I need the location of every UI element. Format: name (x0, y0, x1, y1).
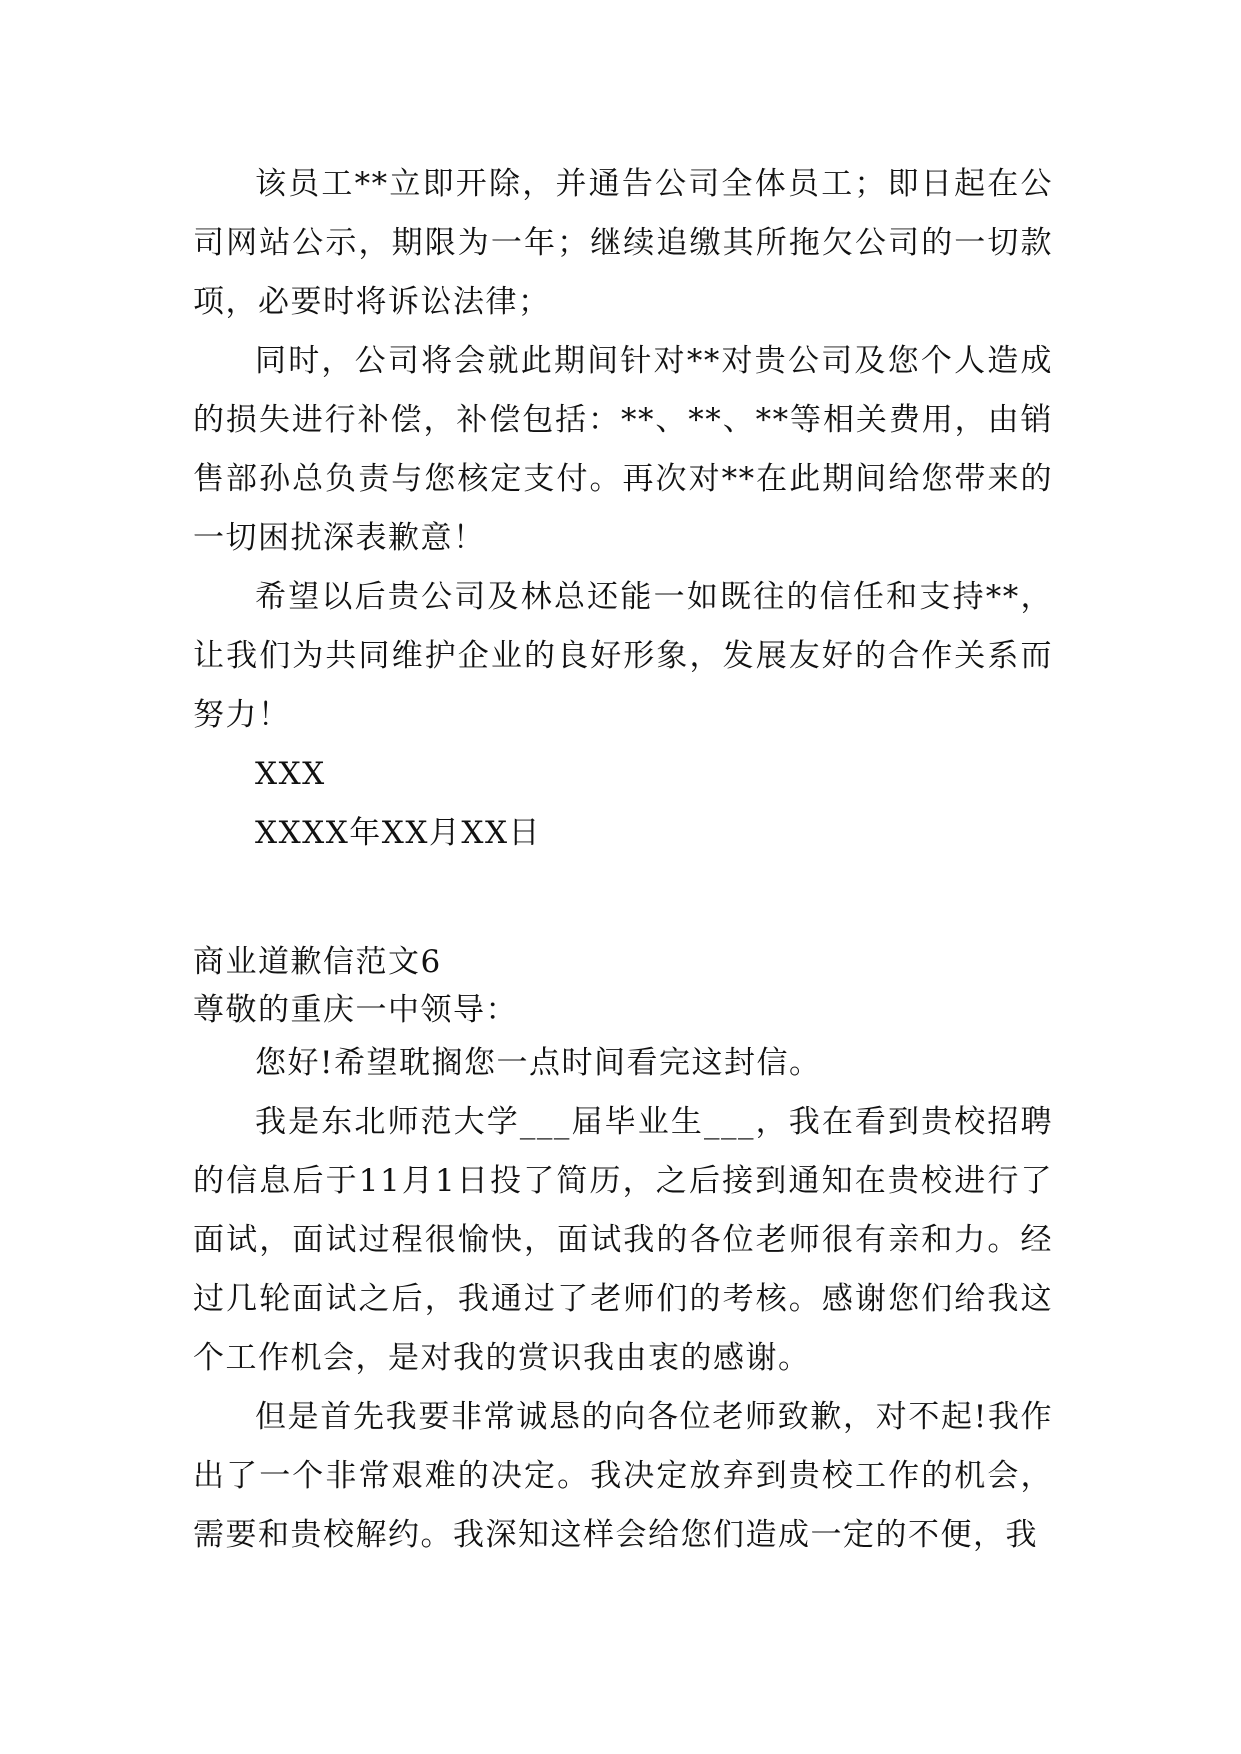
paragraph-apology: 但是首先我要非常诚恳的向各位老师致歉，对不起!我作出了一个非常艰难的决定。我决定放弃到贵校工作的机会，需要和贵校解约。我深知这样会给您们造成一定的不便，我 (193, 1399, 1053, 1553)
document-page (193, 155, 1053, 1565)
date: XXXX年XX月XX日 (255, 815, 542, 851)
greeting: 您好!希望耽搁您一点时间看完这封信。 (255, 1045, 822, 1081)
paragraph-dismissal: 该员工**立即开除，并通告公司全体员工；即日起在公司网站公示，期限为一年；继续追缴其所拖欠公司的一切款项，必要时将诉讼法律； (193, 166, 1053, 320)
paragraph-introduction: 我是东北师范大学___届毕业生___，我在看到贵校招聘的信息后于11月1日投了简历，之后接到通知在贵校进行了面试，面试过程很愉快，面试我的各位老师很有亲和力。经过几轮面试之后，我通过了老师们的考核。感谢您们给我这个工作机会，是对我的赏识我由衷的感谢。 (193, 1104, 1053, 1376)
section-title: 商业道歉信范文6 (193, 944, 442, 980)
signature: XXX (255, 756, 326, 792)
salutation: 尊敬的重庆一中领导： (193, 992, 518, 1028)
paragraph-hope: 希望以后贵公司及林总还能一如既往的信任和支持**，让我们为共同维护企业的良好形象，发展友好的合作关系而努力！ (193, 579, 1053, 733)
paragraph-compensation: 同时，公司将会就此期间针对**对贵公司及您个人造成的损失进行补偿，补偿包括：**、**、**等相关费用，由销售部孙总负责与您核定支付。再次对**在此期间给您带来的一切困扰深表歉意！ (193, 343, 1053, 556)
